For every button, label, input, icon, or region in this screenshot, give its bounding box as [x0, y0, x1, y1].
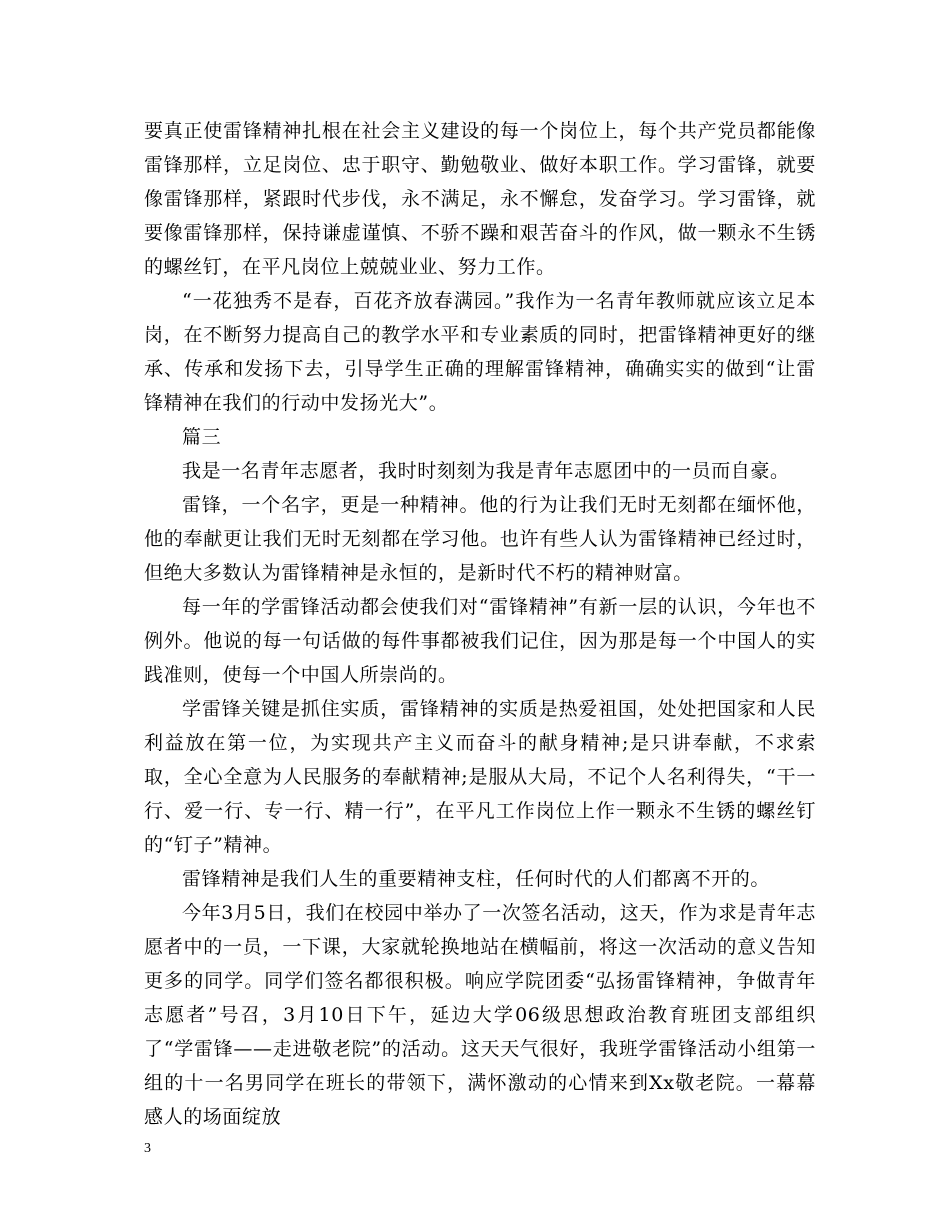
- paragraph-7: 雷锋精神是我们人生的重要精神支柱，任何时代的人们都离不开的。: [182, 868, 771, 890]
- paragraph-1: 要真正使雷锋精神扎根在社会主义建设的每一个岗位上，每个共产党员都能像雷锋那样，立足岗位、忠于职守、勤勉敬业、做好本职工作。学习雷锋，就要像雷锋那样，紧跟时代步伐，永不满足，永不懈怠，发奋学习。学习雷锋，就要像雷锋那样，保持谦虚谨慎、不骄不躁和艰苦奋斗的作风，做一颗永不生锈的螺丝钉，在平凡岗位上兢兢业业、努力工作。: [144, 120, 816, 278]
- page-number: 3: [144, 1141, 151, 1156]
- paragraph-8: 今年3月5日，我们在校园中举办了一次签名活动，这天，作为求是青年志愿者中的一员，一下课，大家就轮换地站在横幅前，将这一次活动的意义告知更多的同学。同学们签名都很积极。响应学院团委“弘扬雷锋精神，争做青年志愿者”号召，3月10日下午，延边大学06级思想政治教育班团支部组织了“学雷锋——走进敬老院”的活动。这天天气很好，我班学雷锋活动小组第一组的十一名男同学在班长的带领下，满怀激动的心情来到Xx敬老院。一幕幕感人的场面绽放: [144, 902, 816, 1128]
- section-heading: 篇三: [182, 426, 222, 448]
- document-body: [144, 114, 816, 1134]
- paragraph-5: 每一年的学雷锋活动都会使我们对“雷锋精神”有新一层的认识，今年也不例外。他说的每一句话做的每件事都被我们记住，因为那是每一个中国人的实践准则，使每一个中国人所崇尚的。: [144, 596, 816, 686]
- paragraph-3: 我是一名青年志愿者，我时时刻刻为我是青年志愿团中的一员而自豪。: [182, 460, 790, 482]
- paragraph-2: “一花独秀不是春，百花齐放春满园。”我作为一名青年教师就应该立足本岗，在不断努力提高自己的教学水平和专业素质的同时，把雷锋精神更好的继承、传承和发扬下去，引导学生正确的理解雷锋精神，确确实实的做到“让雷锋精神在我们的行动中发扬光大”。: [144, 290, 816, 414]
- paragraph-4: 雷锋，一个名字，更是一种精神。他的行为让我们无时无刻都在缅怀他，他的奉献更让我们无时无刻都在学习他。也许有些人认为雷锋精神已经过时，但绝大多数认为雷锋精神是永恒的，是新时代不朽的精神财富。: [144, 494, 816, 584]
- paragraph-6: 学雷锋关键是抓住实质，雷锋精神的实质是热爱祖国，处处把国家和人民利益放在第一位，为实现共产主义而奋斗的献身精神;是只讲奉献，不求索取，全心全意为人民服务的奉献精神;是服从大局，不记个人名利得失，“干一行、爱一行、专一行、精一行”，在平凡工作岗位上作一颗永不生锈的螺丝钉的“钉子”精神。: [144, 698, 816, 856]
